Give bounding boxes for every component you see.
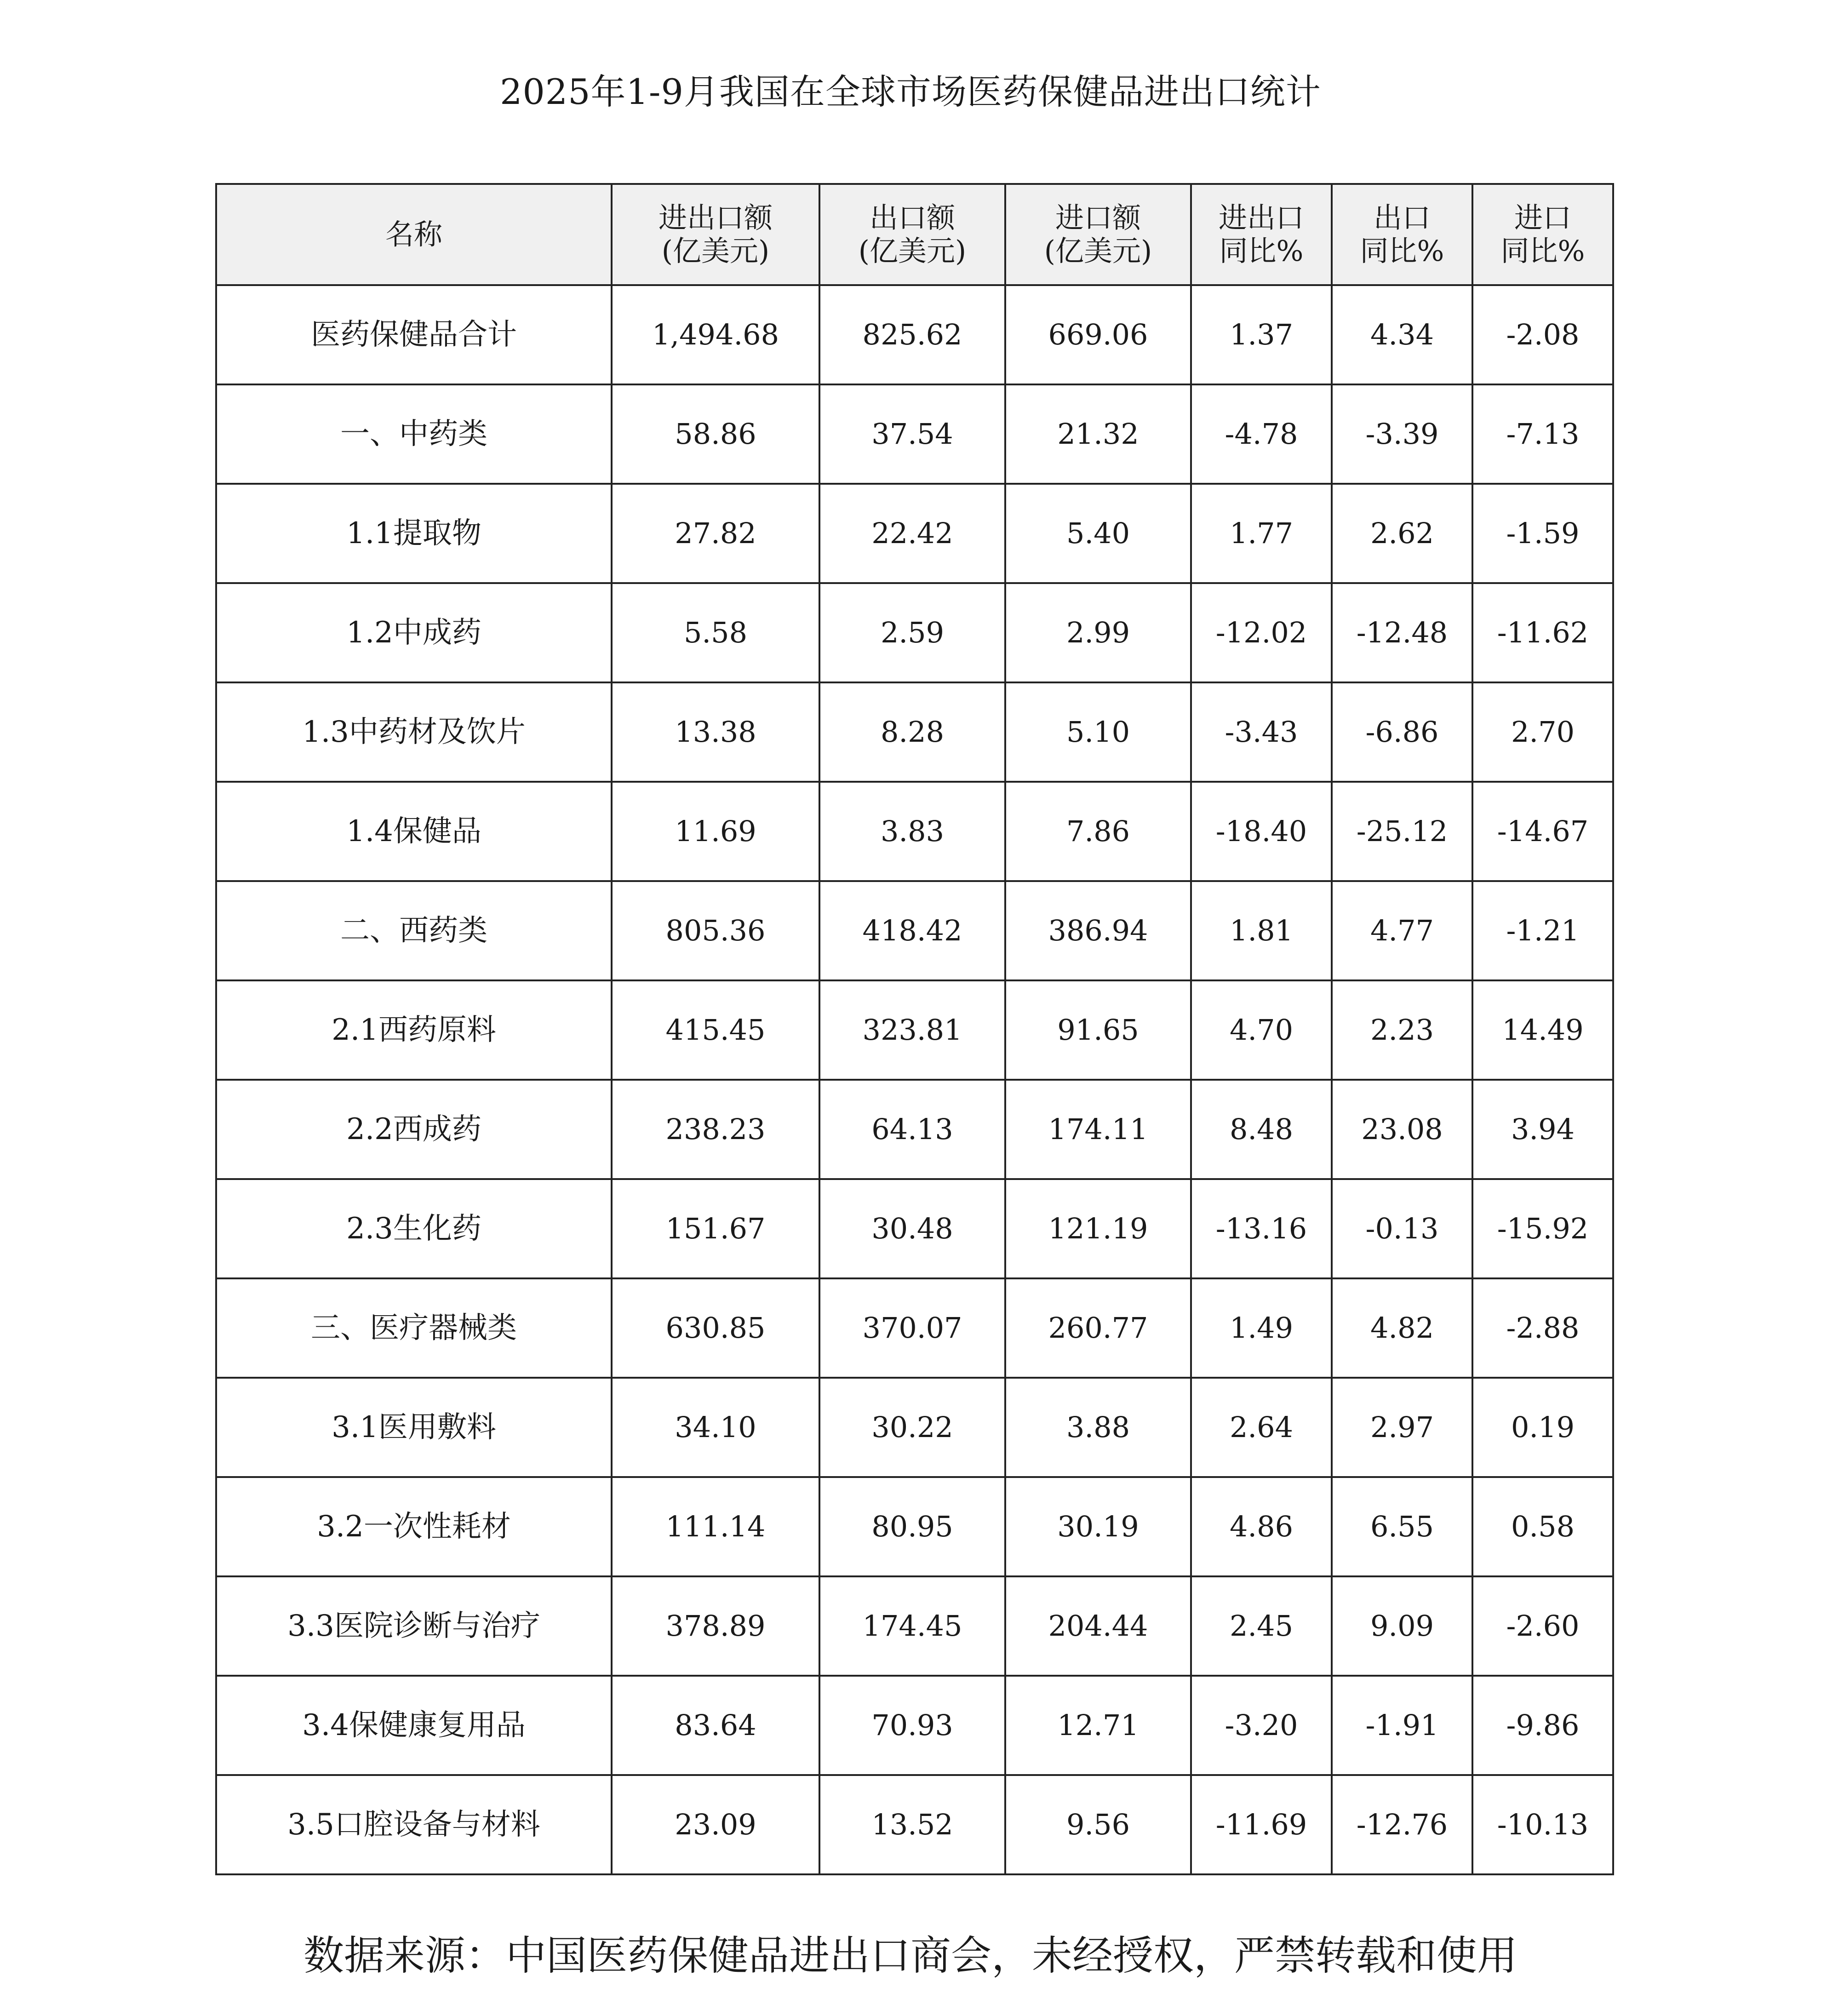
header-export-yoy: 出口 同比%	[1332, 184, 1472, 285]
cell-export: 8.28	[819, 682, 1005, 782]
cell-export: 80.95	[819, 1477, 1005, 1576]
cell-import: 91.65	[1005, 980, 1191, 1080]
cell-total-yoy: 2.64	[1191, 1378, 1332, 1477]
table-row	[216, 980, 1613, 1080]
cell-import-yoy: -15.92	[1472, 1179, 1613, 1278]
cell-import-yoy: -2.08	[1472, 285, 1613, 384]
header-export: 出口额 (亿美元)	[819, 184, 1005, 285]
cell-name: 三、医疗器械类	[216, 1278, 612, 1378]
cell-name: 2.1西药原料	[216, 980, 612, 1080]
cell-import-yoy: -9.86	[1472, 1676, 1613, 1775]
cell-import: 30.19	[1005, 1477, 1191, 1576]
cell-total: 34.10	[612, 1378, 819, 1477]
cell-total-yoy: -4.78	[1191, 384, 1332, 484]
cell-import-yoy: -1.21	[1472, 881, 1613, 980]
stats-table	[215, 183, 1614, 1875]
cell-total: 58.86	[612, 384, 819, 484]
cell-name: 1.4保健品	[216, 782, 612, 881]
cell-import-yoy: -1.59	[1472, 484, 1613, 583]
cell-import-yoy: -2.60	[1472, 1576, 1613, 1676]
cell-import: 2.99	[1005, 583, 1191, 682]
cell-export: 2.59	[819, 583, 1005, 682]
header-total: 进出口额 (亿美元)	[612, 184, 819, 285]
table-row	[216, 1378, 1613, 1477]
cell-total-yoy: 2.45	[1191, 1576, 1332, 1676]
cell-export-yoy: 4.82	[1332, 1278, 1472, 1378]
cell-import-yoy: 2.70	[1472, 682, 1613, 782]
cell-import-yoy: 0.19	[1472, 1378, 1613, 1477]
cell-export: 64.13	[819, 1080, 1005, 1179]
cell-import: 204.44	[1005, 1576, 1191, 1676]
cell-export-yoy: -12.48	[1332, 583, 1472, 682]
cell-name: 1.3中药材及饮片	[216, 682, 612, 782]
table-header	[216, 184, 1613, 285]
cell-import-yoy: 3.94	[1472, 1080, 1613, 1179]
cell-name: 二、西药类	[216, 881, 612, 980]
cell-import: 121.19	[1005, 1179, 1191, 1278]
cell-export: 323.81	[819, 980, 1005, 1080]
cell-export-yoy: -6.86	[1332, 682, 1472, 782]
cell-import: 3.88	[1005, 1378, 1191, 1477]
table-row	[216, 1179, 1613, 1278]
cell-export: 22.42	[819, 484, 1005, 583]
data-source-note: 数据来源：中国医药保健品进出口商会，未经授权，严禁转载和使用	[303, 1932, 1518, 1979]
cell-import: 669.06	[1005, 285, 1191, 384]
cell-export: 370.07	[819, 1278, 1005, 1378]
cell-name: 3.1医用敷料	[216, 1378, 612, 1477]
table-row	[216, 782, 1613, 881]
cell-total-yoy: 8.48	[1191, 1080, 1332, 1179]
table-row	[216, 1477, 1613, 1576]
cell-name: 2.2西成药	[216, 1080, 612, 1179]
cell-import-yoy: -10.13	[1472, 1775, 1613, 1874]
cell-name: 3.2一次性耗材	[216, 1477, 612, 1576]
header-total-yoy: 进出口 同比%	[1191, 184, 1332, 285]
cell-name: 3.4保健康复用品	[216, 1676, 612, 1775]
cell-name: 3.5口腔设备与材料	[216, 1775, 612, 1874]
cell-import: 174.11	[1005, 1080, 1191, 1179]
cell-import: 5.10	[1005, 682, 1191, 782]
table-row	[216, 1080, 1613, 1179]
cell-import-yoy: -2.88	[1472, 1278, 1613, 1378]
header-import-yoy: 进口 同比%	[1472, 184, 1613, 285]
cell-total: 415.45	[612, 980, 819, 1080]
table-row	[216, 484, 1613, 583]
cell-total: 378.89	[612, 1576, 819, 1676]
cell-export-yoy: 4.77	[1332, 881, 1472, 980]
table-row	[216, 682, 1613, 782]
table-row	[216, 384, 1613, 484]
cell-export: 30.22	[819, 1378, 1005, 1477]
cell-total: 13.38	[612, 682, 819, 782]
cell-total: 111.14	[612, 1477, 819, 1576]
cell-export-yoy: 23.08	[1332, 1080, 1472, 1179]
cell-total: 1,494.68	[612, 285, 819, 384]
cell-name: 1.1提取物	[216, 484, 612, 583]
header-row	[216, 184, 1613, 285]
cell-import-yoy: -11.62	[1472, 583, 1613, 682]
header-import: 进口额 (亿美元)	[1005, 184, 1191, 285]
cell-total-yoy: 4.70	[1191, 980, 1332, 1080]
cell-import-yoy: -14.67	[1472, 782, 1613, 881]
cell-import: 12.71	[1005, 1676, 1191, 1775]
cell-export: 13.52	[819, 1775, 1005, 1874]
cell-total-yoy: 1.81	[1191, 881, 1332, 980]
cell-total-yoy: 4.86	[1191, 1477, 1332, 1576]
cell-export: 825.62	[819, 285, 1005, 384]
cell-import: 386.94	[1005, 881, 1191, 980]
cell-import-yoy: 0.58	[1472, 1477, 1613, 1576]
cell-name: 3.3医院诊断与治疗	[216, 1576, 612, 1676]
table-row	[216, 1676, 1613, 1775]
cell-import-yoy: 14.49	[1472, 980, 1613, 1080]
cell-export: 418.42	[819, 881, 1005, 980]
cell-import: 5.40	[1005, 484, 1191, 583]
table-row	[216, 881, 1613, 980]
cell-export: 3.83	[819, 782, 1005, 881]
cell-export-yoy: -25.12	[1332, 782, 1472, 881]
cell-name: 一、中药类	[216, 384, 612, 484]
cell-export-yoy: -3.39	[1332, 384, 1472, 484]
table-row	[216, 583, 1613, 682]
cell-import: 7.86	[1005, 782, 1191, 881]
cell-total-yoy: -18.40	[1191, 782, 1332, 881]
cell-name: 1.2中成药	[216, 583, 612, 682]
cell-export-yoy: -1.91	[1332, 1676, 1472, 1775]
table-body	[216, 285, 1613, 1874]
cell-export-yoy: 2.97	[1332, 1378, 1472, 1477]
cell-export-yoy: -12.76	[1332, 1775, 1472, 1874]
cell-import: 260.77	[1005, 1278, 1191, 1378]
cell-import: 9.56	[1005, 1775, 1191, 1874]
cell-export-yoy: 2.62	[1332, 484, 1472, 583]
cell-export-yoy: 4.34	[1332, 285, 1472, 384]
table-row	[216, 1278, 1613, 1378]
cell-total-yoy: -3.20	[1191, 1676, 1332, 1775]
cell-total-yoy: 1.77	[1191, 484, 1332, 583]
cell-total: 83.64	[612, 1676, 819, 1775]
cell-name: 2.3生化药	[216, 1179, 612, 1278]
cell-total-yoy: 1.37	[1191, 285, 1332, 384]
cell-export-yoy: 6.55	[1332, 1477, 1472, 1576]
cell-export-yoy: -0.13	[1332, 1179, 1472, 1278]
cell-total: 238.23	[612, 1080, 819, 1179]
cell-export: 30.48	[819, 1179, 1005, 1278]
cell-total: 27.82	[612, 484, 819, 583]
cell-total: 11.69	[612, 782, 819, 881]
cell-import: 21.32	[1005, 384, 1191, 484]
cell-export: 174.45	[819, 1576, 1005, 1676]
cell-export-yoy: 2.23	[1332, 980, 1472, 1080]
cell-total-yoy: -13.16	[1191, 1179, 1332, 1278]
cell-name: 医药保健品合计	[216, 285, 612, 384]
table-row	[216, 285, 1613, 384]
page-title: 2025年1-9月我国在全球市场医药保健品进出口统计	[500, 71, 1321, 112]
cell-total-yoy: -11.69	[1191, 1775, 1332, 1874]
table-row	[216, 1775, 1613, 1874]
cell-export: 37.54	[819, 384, 1005, 484]
table-row	[216, 1576, 1613, 1676]
cell-export: 70.93	[819, 1676, 1005, 1775]
header-name: 名称	[216, 184, 612, 285]
cell-total: 630.85	[612, 1278, 819, 1378]
cell-total-yoy: -12.02	[1191, 583, 1332, 682]
cell-total-yoy: -3.43	[1191, 682, 1332, 782]
cell-import-yoy: -7.13	[1472, 384, 1613, 484]
cell-total: 805.36	[612, 881, 819, 980]
cell-total: 23.09	[612, 1775, 819, 1874]
cell-total: 151.67	[612, 1179, 819, 1278]
cell-total-yoy: 1.49	[1191, 1278, 1332, 1378]
cell-export-yoy: 9.09	[1332, 1576, 1472, 1676]
cell-total: 5.58	[612, 583, 819, 682]
